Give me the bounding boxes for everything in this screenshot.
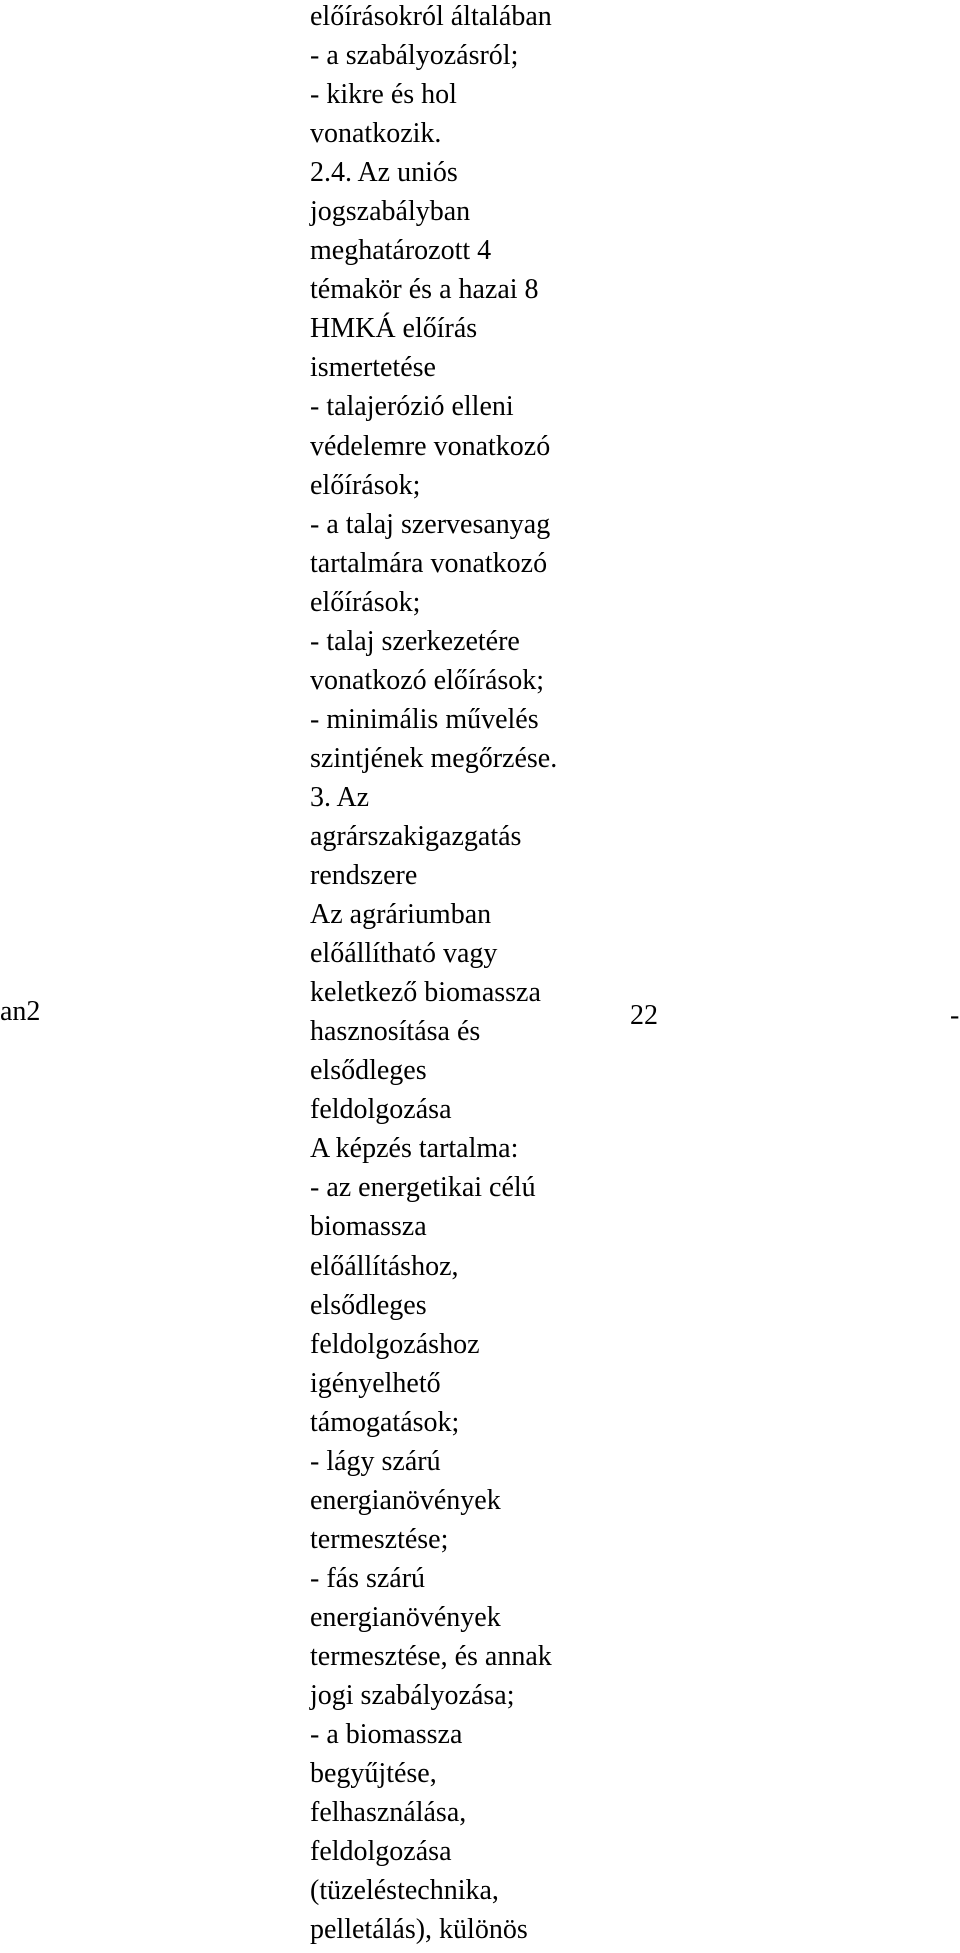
content-line: termesztése, és annak	[310, 1640, 552, 1672]
content-line: vonatkozik.	[310, 118, 442, 150]
content-line: tartalmára vonatkozó	[310, 547, 548, 579]
content-line: előírások;	[310, 586, 421, 618]
content-line: - talajerózió elleni	[310, 391, 514, 423]
content-line: A képzés tartalma:	[310, 1133, 519, 1165]
content-line: vonatkozó előírások;	[310, 664, 545, 696]
content-line: védelemre vonatkozó	[310, 430, 551, 462]
content-line: 2.4. Az uniós	[310, 157, 458, 189]
content-line: jogszabályban	[310, 196, 471, 228]
content-line: termesztése;	[310, 1523, 449, 1555]
content-line: (tüzeléstechnika,	[310, 1875, 499, 1907]
content-line: előállításhoz,	[310, 1250, 459, 1282]
content-line: biomassza	[310, 1211, 427, 1243]
content-line: agrárszakigazgatás	[310, 820, 522, 852]
training-content-column	[310, 0, 710, 1949]
dash-cell: -	[950, 1000, 960, 1031]
content-line: - minimális művelés	[310, 703, 539, 735]
content-line: - a biomassza	[310, 1719, 463, 1751]
content-line: felhasználása,	[310, 1797, 467, 1829]
content-line: - a talaj szervesanyag	[310, 508, 551, 540]
row-code-cell: an2	[0, 996, 41, 1027]
content-line: jogi szabályozása;	[310, 1680, 515, 1712]
content-line: keletkező biomassza	[310, 977, 541, 1009]
content-line: 3. Az	[310, 781, 370, 813]
content-line: előírások;	[310, 469, 421, 501]
content-line: ismertetése	[310, 352, 436, 384]
content-line: begyűjtése,	[310, 1758, 437, 1790]
content-line: - az energetikai célú	[310, 1172, 536, 1204]
content-line: hasznosítása és	[310, 1016, 481, 1048]
content-line: - fás szárú	[310, 1562, 426, 1594]
content-line: Az agráriumban	[310, 899, 492, 931]
content-line: energianövények	[310, 1601, 501, 1633]
content-line: előállítható vagy	[310, 938, 498, 970]
content-line: HMKÁ előírás	[310, 313, 478, 345]
hours-cell: 22	[630, 1000, 658, 1031]
content-line: igényelhető	[310, 1367, 441, 1399]
content-line: előírásokról általában	[310, 1, 552, 32]
content-line: energianövények	[310, 1484, 501, 1516]
content-line: elsődleges	[310, 1289, 427, 1321]
content-line: támogatások;	[310, 1406, 460, 1438]
content-line: feldolgozáshoz	[310, 1328, 480, 1360]
content-line: - a szabályozásról;	[310, 40, 519, 72]
content-line: feldolgozása	[310, 1836, 452, 1868]
content-line: feldolgozása	[310, 1094, 452, 1126]
content-line: - kikre és hol	[310, 79, 457, 111]
content-line: pelletálás), különös	[310, 1914, 528, 1946]
content-line: szintjének megőrzése.	[310, 742, 558, 774]
content-line: - lágy szárú	[310, 1445, 441, 1477]
content-line: elsődleges	[310, 1055, 427, 1087]
content-line: meghatározott 4	[310, 235, 492, 267]
content-line: - talaj szerkezetére	[310, 625, 520, 657]
content-line: rendszere	[310, 860, 418, 892]
content-line: témakör és a hazai 8	[310, 274, 539, 306]
